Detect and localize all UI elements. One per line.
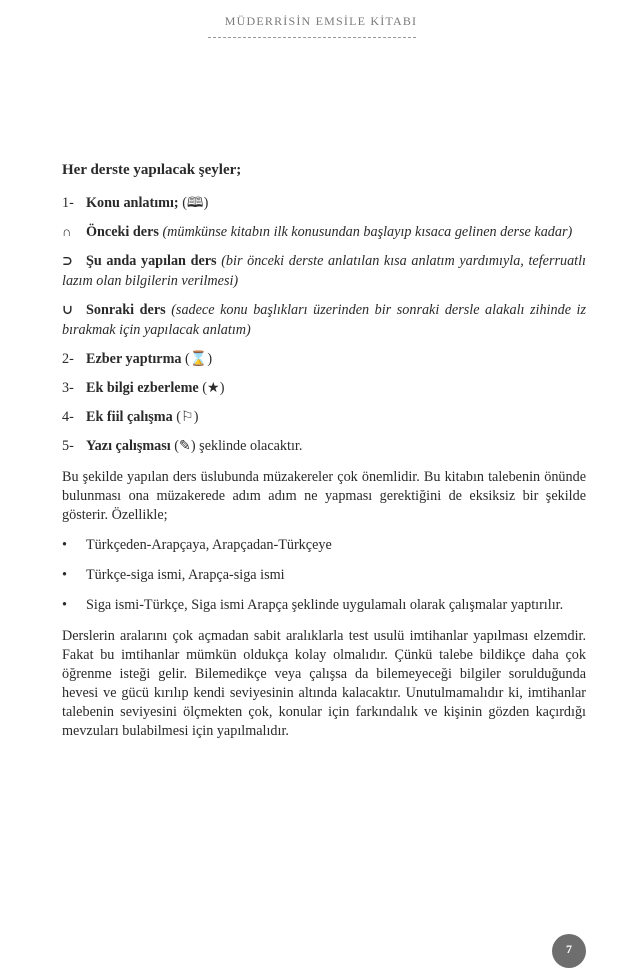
- subitem-sonraki-ders: [62, 300, 586, 340]
- list-label: Ek fiil çalışma: [86, 409, 173, 425]
- bullet-list: [62, 535, 586, 615]
- page-body: [62, 160, 586, 741]
- book-icon: (🕮): [182, 195, 209, 211]
- list-item-yazi-calismasi: [62, 436, 586, 456]
- bullet-item: • Türkçe-siga ismi, Arapça-siga ismi: [62, 565, 586, 585]
- list-item-ek-fiil-calisma: [62, 407, 586, 427]
- list-label: Ezber yaptırma: [86, 351, 182, 367]
- list-number: 5-: [62, 438, 74, 454]
- flag-icon: (⚐): [176, 409, 199, 425]
- list-item-ek-bilgi-ezberleme: [62, 378, 586, 398]
- page-number: 7: [552, 934, 586, 968]
- star-icon: (★): [202, 380, 225, 396]
- subitem-desc: (bir önceki derste anlatılan kısa anlatım yardımıyla, teferruatlı lazım olan bilgilerin verilmesi): [62, 253, 587, 289]
- list-label: Konu anlatımı;: [86, 195, 179, 211]
- paragraph-imtihan: Derslerin aralarını çok açmadan sabit aralıklarla test usulü imtihanlar yapılması elzemdir. Fakat bu imtihanlar mümkün oldukça kolay olmalıdır. Çünkü talebe bildikçe daha çok öğrenme isteği gelir. Bilemedikçe veya çalışsa da bilemeyeceği bilgiler sorulduğunda hevesi ve gücü kırılıp kendi seviyesinin altında kalacaktır. Unutulmamalıdır ki, imtihanlar talebenin seviyesini ölçmekten çok, konular için farkındalık ve kişinin gözden kaçırdığı mevzuları bulabilmesi için yapılmalıdır.: [62, 628, 586, 739]
- list-label: Ek bilgi ezberleme: [86, 380, 199, 396]
- arc-down-icon: ∪: [62, 302, 73, 317]
- arc-up-icon: ∩: [62, 224, 72, 239]
- subitem-label: Şu anda yapılan ders: [86, 253, 217, 269]
- subitem-su-anda-yapilan-ders: [62, 251, 586, 291]
- arc-right-icon: ⊃: [62, 253, 73, 268]
- list-number: 2-: [62, 351, 74, 367]
- pen-icon: (✎): [174, 438, 196, 454]
- bullet-item: • Siga ismi-Türkçe, Siga ismi Arapça şeklinde uygulamalı olarak çalışmalar yaptırılır.: [62, 595, 586, 615]
- bullet-item: • Türkçeden-Arapçaya, Arapçadan-Türkçeye: [62, 535, 586, 555]
- list-item-ezber-yaptirma: [62, 349, 586, 369]
- subitem-label: Sonraki ders: [86, 302, 166, 318]
- list-label: Yazı çalışması: [86, 438, 171, 454]
- list-number: 3-: [62, 380, 74, 396]
- running-head-rule: [208, 37, 416, 38]
- section-heading: Her derste yapılacak şeyler;: [62, 162, 242, 178]
- subitem-onceki-ders: [62, 222, 586, 242]
- subitem-desc: (sadece konu başlıkları üzerinden bir sonraki dersle alakalı zihinde iz bırakmak için yapılacak anlatım): [62, 302, 586, 338]
- list-tail: şeklinde olacaktır.: [199, 438, 303, 454]
- hourglass-icon: (⌛): [185, 351, 213, 367]
- list-item-konu-anlatimi: [62, 193, 586, 213]
- list-number: 4-: [62, 409, 74, 425]
- running-head: MÜDERRİSİN EMSİLE KİTABI: [224, 14, 418, 28]
- subitem-desc: (mümkünse kitabın ilk konusundan başlayıp kısaca gelinen derse kadar): [162, 224, 573, 240]
- subitem-label: Önceki ders: [86, 224, 159, 240]
- list-number: 1-: [62, 195, 74, 211]
- paragraph-muzakere: Bu şekilde yapılan ders üslubunda müzakereler çok önemlidir. Bu kitabın talebenin önünde bulunması ona müzakerede adım adım ne yapması gerektiğini de eksiksiz bir şekilde gösterir. Özellikle;: [62, 469, 586, 523]
